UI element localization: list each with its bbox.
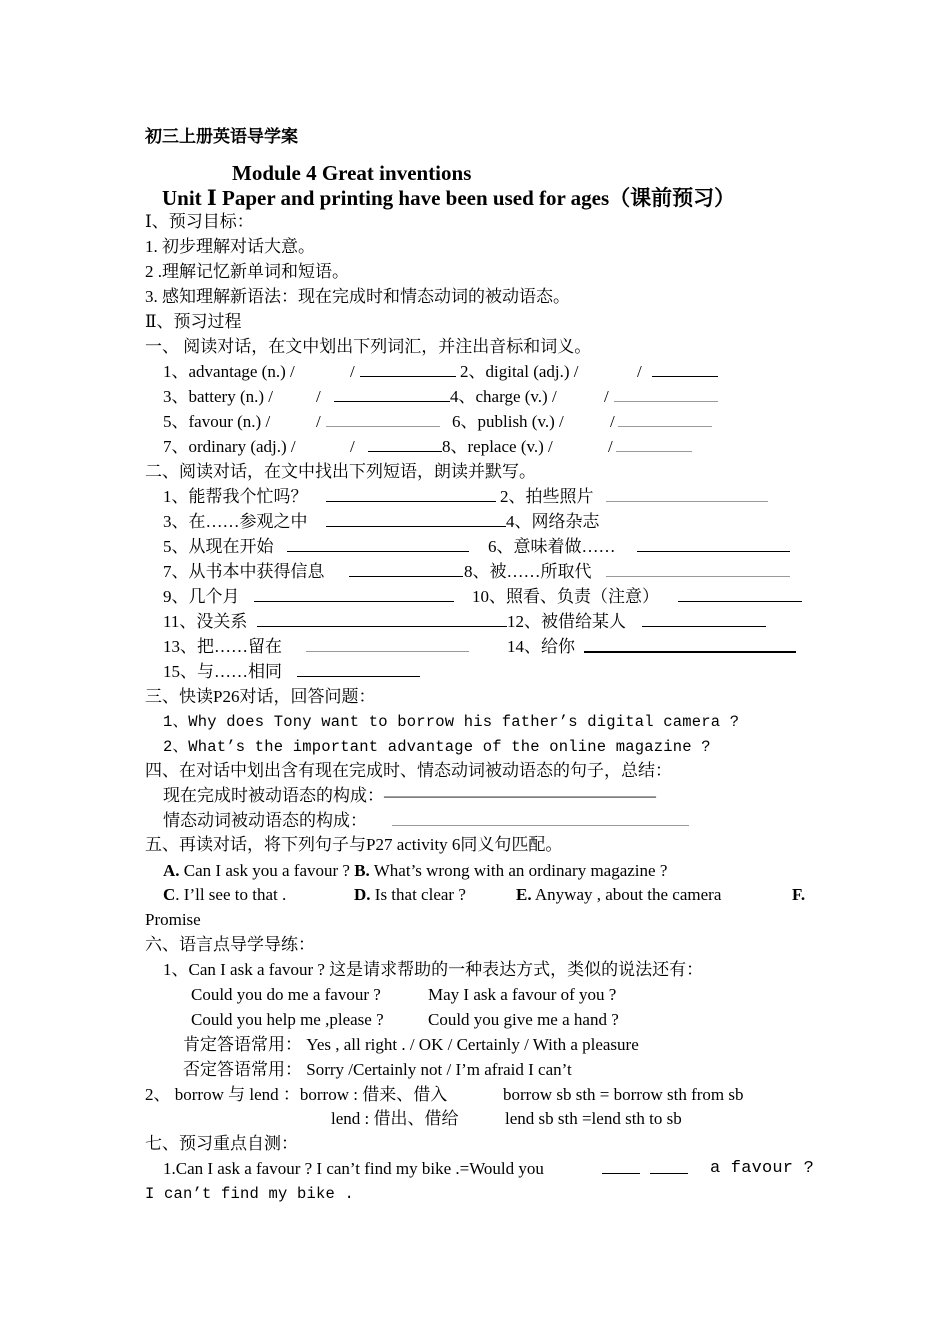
self-test-heading: 七、预习重点自测： <box>145 1134 298 1153</box>
phrase-blank[interactable] <box>287 536 469 558</box>
grammar-line-present-perfect: 现在完成时被动语态的构成：———————————————— <box>163 786 656 805</box>
vocab-item: 4、charge (v.) / <box>450 387 557 406</box>
option-letter: C <box>163 885 176 904</box>
phrase-blank[interactable] <box>306 636 469 658</box>
vocab-item: 5、favour (n.) / <box>163 412 271 431</box>
vocab-item: 7、ordinary (adj.) / <box>163 437 296 456</box>
vocab-blank[interactable] <box>334 386 450 408</box>
matching-option-f-text: Promise <box>145 910 201 929</box>
phrase-blank[interactable] <box>254 586 454 608</box>
phrase-blank[interactable] <box>606 486 768 508</box>
phrase-item: 7、从书本中获得信息 <box>163 562 325 581</box>
process-heading: Ⅱ、预习过程 <box>145 312 242 331</box>
vocab-slash: / <box>637 362 642 381</box>
question-2: 2、What’s the important advantage of the online magazine ? <box>163 738 711 756</box>
worksheet-header: 初三上册英语导学案 <box>145 127 298 146</box>
answer-blank[interactable] <box>650 1158 688 1180</box>
vocab-slash: / <box>316 412 321 431</box>
vocab-slash: / <box>316 387 321 406</box>
example-sentence: May I ask a favour of you ? <box>428 985 617 1004</box>
option-text: Anyway , about the camera <box>534 885 722 904</box>
phrase-blank[interactable] <box>606 561 790 583</box>
option-letter: B. <box>354 861 370 880</box>
grammar-blank[interactable] <box>392 810 689 832</box>
objectives-heading: Ⅰ、预习目标： <box>145 212 254 231</box>
question-1: 1、Why does Tony want to borrow his father’s digital camera ? <box>163 713 740 731</box>
phrase-blank[interactable] <box>297 661 420 683</box>
grammar-heading: 四、在对话中划出含有现在完成时、情态动词被动语态的句子，总结： <box>145 761 672 780</box>
matching-option-f-letter <box>792 884 805 906</box>
option-text: . I’ll see to that . <box>175 885 287 904</box>
vocab-blank[interactable] <box>360 361 456 383</box>
option-text: What’s wrong with an ordinary magazine ? <box>373 861 668 880</box>
module-title: Module 4 Great inventions <box>232 161 472 185</box>
objective-item: 2 .理解记忆新单词和短语。 <box>145 262 349 281</box>
grammar-line-modal: 情态动词被动语态的构成： <box>163 811 367 830</box>
phrase-blank[interactable] <box>257 611 507 633</box>
vocab-slash: / <box>610 412 615 431</box>
example-sentence: Could you do me a favour ? <box>191 985 381 1004</box>
vocab-blank[interactable] <box>652 361 718 383</box>
phrase-item: 10、照看、负责（注意） <box>472 587 659 606</box>
phrase-blank[interactable] <box>637 536 790 558</box>
questions-heading: 三、快读P26对话，回答问题： <box>145 687 376 706</box>
phrases-heading: 二、阅读对话，在文中找出下列短语，朗读并默写。 <box>145 462 536 481</box>
vocab-item: 8、replace (v.) / <box>442 437 553 456</box>
phrase-blank[interactable] <box>678 586 802 608</box>
vocab-slash: / <box>604 387 609 406</box>
example-sentence: Could you help me ,please ? <box>191 1010 384 1029</box>
example-sentence: Could you give me a hand ? <box>428 1010 619 1029</box>
lend-usage: lend sb sth =lend sth to sb <box>505 1109 682 1128</box>
phrase-blank[interactable] <box>326 486 496 508</box>
self-test-q1-cont: I can’t find my bike . <box>145 1185 355 1203</box>
vocab-item: 2、digital (adj.) / <box>460 362 579 381</box>
language-points-heading: 六、语言点导学导练： <box>145 935 315 954</box>
borrow-definition: 2、 borrow 与 lend ：borrow : 借来、借入 <box>145 1085 448 1104</box>
vocab-heading: 一、 阅读对话，在文中划出下列词汇，并注出音标和词义。 <box>145 337 592 356</box>
phrase-item: 11、没关系 <box>163 612 248 631</box>
self-test-q1: 1.Can I ask a favour ? I can’t find my bike .=Would you <box>163 1159 544 1178</box>
vocab-blank[interactable] <box>368 436 442 458</box>
self-test-q1-end: a favour ? <box>710 1159 815 1178</box>
negative-replies: 否定答语常用： Sorry /Certainly not / I’m afraid I can’t <box>183 1060 572 1079</box>
option-letter: E. <box>516 885 532 904</box>
vocab-slash: / <box>350 362 355 381</box>
objective-item: 3. 感知理解新语法：现在完成时和情态动词的被动语态。 <box>145 287 570 306</box>
phrase-item: 13、把……留在 <box>163 637 282 656</box>
matching-line-1 <box>163 860 667 882</box>
option-text: Is that clear ? <box>374 885 466 904</box>
answer-blank[interactable] <box>602 1158 640 1180</box>
vocab-blank[interactable] <box>326 411 440 433</box>
phrase-item: 3、在……参观之中 <box>163 512 308 531</box>
lend-definition: lend : 借出、借给 <box>331 1109 459 1128</box>
vocab-item: 6、publish (v.) / <box>452 412 564 431</box>
matching-option-c <box>163 884 286 906</box>
vocab-slash: / <box>608 437 613 456</box>
phrase-item: 4、网络杂志 <box>506 512 600 531</box>
unit-title: Unit Ⅰ Paper and printing have been used for ages（课前预习） <box>162 186 736 210</box>
option-letter: D. <box>354 885 371 904</box>
matching-option-d <box>354 884 466 906</box>
phrase-blank[interactable] <box>326 511 506 533</box>
matching-option-e <box>516 884 721 906</box>
phrase-item: 14、给你 <box>507 637 575 656</box>
phrase-item: 9、几个月 <box>163 587 240 606</box>
phrase-item: 8、被……所取代 <box>464 562 592 581</box>
vocab-blank[interactable] <box>614 386 718 408</box>
phrase-blank[interactable] <box>349 561 463 583</box>
phrase-item: 15、与……相同 <box>163 662 282 681</box>
vocab-blank[interactable] <box>616 436 692 458</box>
phrase-item: 5、从现在开始 <box>163 537 274 556</box>
option-letter: F. <box>792 885 806 904</box>
positive-replies: 肯定答语常用： Yes , all right . / OK / Certainly / With a pleasure <box>183 1035 639 1054</box>
option-letter: A. <box>163 861 180 880</box>
phrase-item: 1、能帮我个忙吗？ <box>163 487 308 506</box>
phrase-item: 6、意味着做…… <box>488 537 616 556</box>
phrase-blank[interactable] <box>584 636 796 659</box>
vocab-slash: / <box>350 437 355 456</box>
phrase-blank[interactable] <box>642 611 766 633</box>
objective-item: 1. 初步理解对话大意。 <box>145 237 315 256</box>
vocab-item: 1、advantage (n.) / <box>163 362 295 381</box>
borrow-usage: borrow sb sth = borrow sth from sb <box>503 1085 744 1104</box>
phrase-item: 12、被借给某人 <box>507 612 626 631</box>
vocab-blank[interactable] <box>618 411 712 433</box>
phrase-item: 2、拍些照片 <box>500 487 594 506</box>
option-text: Can I ask you a favour ? <box>183 861 350 880</box>
vocab-item: 3、battery (n.) / <box>163 387 273 406</box>
language-point-1: 1、Can I ask a favour ? 这是请求帮助的一种表达方式，类似的说法还有： <box>163 960 704 979</box>
matching-heading: 五、再读对话，将下列句子与P27 activity 6同义句匹配。 <box>145 835 563 854</box>
